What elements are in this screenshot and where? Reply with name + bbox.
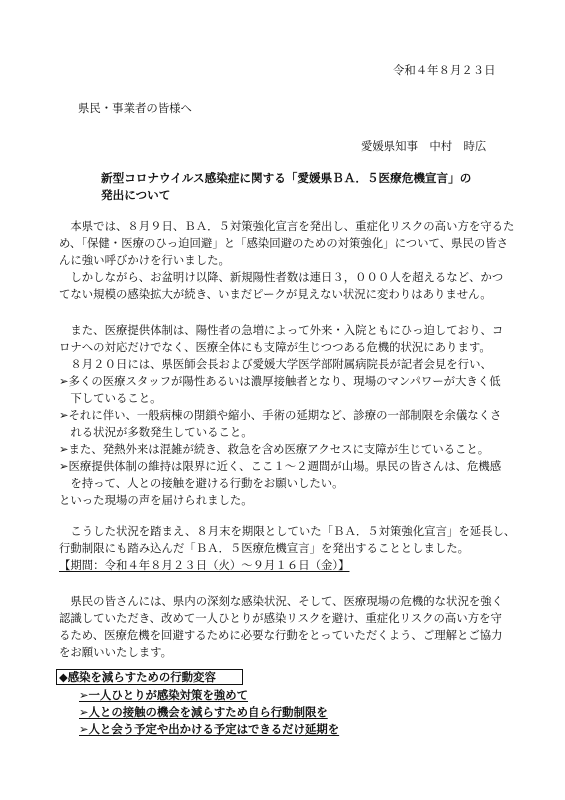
document-title-line-2: 発出について — [101, 188, 171, 202]
section-heading: ◆感染を減らすための行動変容 — [59, 670, 216, 684]
behavior-item: ➢人との接触の機会を減らすため自ら行動制限を — [79, 705, 328, 719]
addressee: 県民・事業者の皆様へ — [78, 101, 192, 115]
bullet-line: 下していること。 — [59, 391, 162, 405]
declaration-period: 【期間：令和４年８月２３日（火）～９月１６日（金）】 — [59, 558, 350, 572]
paragraph-line: め、「保健・医療のひっ迫回避」と「感染回避のための対策強化」について、県民の皆さ — [59, 236, 509, 250]
paragraph-line: こうした状況を踏まえ、８月末を期限としていた「ＢＡ．５対策強化宣言」を延長し、 — [59, 524, 516, 538]
paragraph-line: 行動制限にも踏み込んだ「ＢＡ．５医療危機宣言」を発出することとしました。 — [59, 541, 470, 555]
bullet-line: ➢医療提供体制の維持は限界に近く、ここ１～２週間が山場。県民の皆さんは、危機感 — [59, 459, 502, 473]
paragraph-line: てない規模の感染拡大が続き、いまだピークが見えない状況に変わりはありません。 — [59, 287, 492, 301]
paragraph-line: しかしながら、お盆明け以降、新規陽性者数は連日３，０００人を超えるなど、かつ — [59, 270, 504, 284]
bullet-line: れる状況が多数発生していること。 — [59, 425, 253, 439]
bullet-line: を持って、人との接触を避ける行動をお願いしたい。 — [59, 476, 344, 490]
document-title-line-1: 新型コロナウイルス感染症に関する「愛媛県ＢＡ．５医療危機宣言」の — [101, 171, 472, 185]
paragraph-line: るため、医療危機を回避するために必要な行動をとっていただくよう、ご理解とご協力 — [59, 628, 503, 642]
behavior-item: ➢人と会う予定や出かける予定はできるだけ延期を — [79, 722, 340, 736]
paragraph-line: ロナへの対応だけでなく、医療全体にも支障が生じつつある危機的状況にあります。 — [59, 340, 491, 354]
document-date: 令和４年８月２３日 — [393, 63, 496, 77]
sender: 愛媛県知事 中村 時広 — [361, 139, 487, 153]
paragraph-line: 認識していただき、改めて一人ひとりが感染リスクを避け、重症化リスクの高い方を守 — [59, 611, 502, 625]
bullet-line: ➢また、発熱外来は混雑が続き、救急を含め医療アクセスに支障が生じていること。 — [59, 442, 490, 456]
behavior-item: ➢一人ひとりが感染対策を強めて — [79, 688, 249, 702]
paragraph-line: といった現場の声を届けられました。 — [59, 493, 253, 507]
bullet-line: ➢多くの医療スタッフが陽性あるいは濃厚接触者となり、現場のマンパワーが大きく低 — [59, 374, 501, 388]
paragraph-line: ８月２０日には、県医師会長および愛媛大学医学部附属病院長が記者会見を行い、 — [59, 357, 492, 371]
paragraph-line: 県民の皆さんには、県内の深刻な感染状況、そして、医療現場の危機的な状況を強く — [59, 594, 504, 608]
paragraph-line: んに強い呼びかけを行いました。 — [59, 253, 230, 267]
bullet-line: ➢それに伴い、一般病棟の閉鎖や縮小、手術の延期など、診療の一部制限を余儀なくさ — [59, 408, 502, 422]
paragraph-line: また、医療提供体制は、陽性者の急増によって外来・入院ともにひっ迫しており、コ — [59, 323, 504, 337]
paragraph-line: 本県では、８月９日、ＢＡ．５対策強化宣言を発出し、重症化リスクの高い方を守るた — [59, 219, 515, 233]
paragraph-line: をお願いいたします。 — [59, 645, 172, 659]
